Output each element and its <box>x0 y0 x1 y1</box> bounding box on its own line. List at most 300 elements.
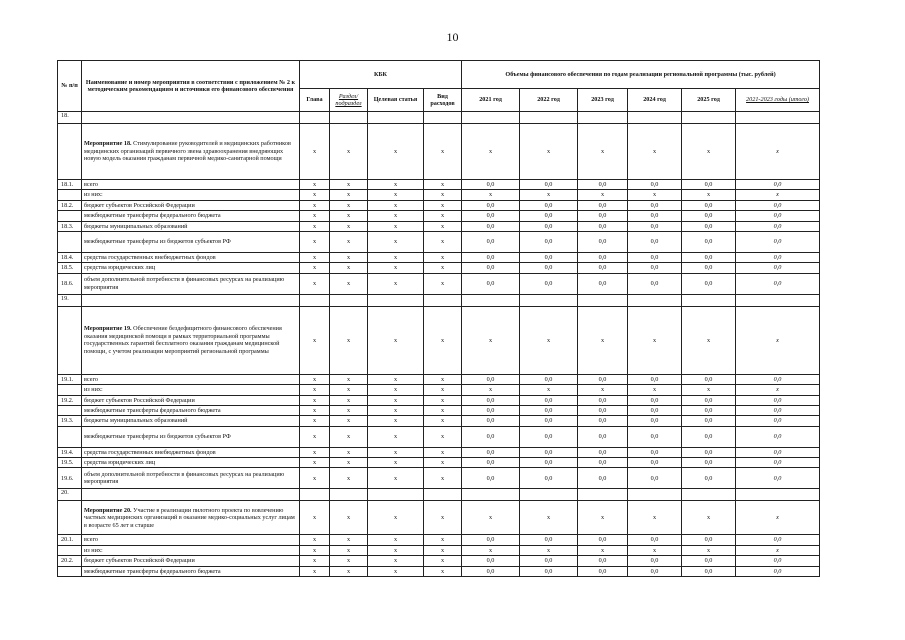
row-cell: 0,0 <box>520 556 578 566</box>
row-cell: х <box>682 124 736 180</box>
row-cell: х <box>424 231 462 252</box>
row-cell: 0,0 <box>628 535 682 545</box>
row-cell: 0,0 <box>520 405 578 415</box>
row-number: 18.4. <box>58 252 82 262</box>
row-number: 19.2. <box>58 395 82 405</box>
row-cell: х <box>368 545 424 555</box>
row-cell: 0,0 <box>578 458 628 468</box>
row-cell: 0,0 <box>628 556 682 566</box>
row-cell: 0,0 <box>682 458 736 468</box>
row-cell: 0,0 <box>520 211 578 221</box>
row-name <box>82 124 300 180</box>
row-name <box>82 294 300 306</box>
row-cell: 0,0 <box>736 221 820 231</box>
row-name <box>82 501 300 535</box>
row-cell: х <box>520 124 578 180</box>
row-cell: х <box>424 426 462 447</box>
row-cell: 0,0 <box>628 426 682 447</box>
row-cell: 0,0 <box>462 566 520 576</box>
row-cell <box>578 112 628 124</box>
row-cell: 0,0 <box>628 395 682 405</box>
row-cell: 0,0 <box>578 180 628 190</box>
row-cell: 0,0 <box>578 447 628 457</box>
row-cell: х <box>520 385 578 395</box>
row-cell <box>462 112 520 124</box>
row-cell: х <box>300 545 330 555</box>
row-cell: 0,0 <box>578 211 628 221</box>
row-cell <box>462 489 520 501</box>
header-glava: Глава <box>300 89 330 112</box>
row-cell <box>368 294 424 306</box>
row-name <box>82 405 300 415</box>
row-cell: 0,0 <box>736 405 820 415</box>
header-2025: 2025 год <box>682 89 736 112</box>
row-cell <box>424 489 462 501</box>
row-cell: х <box>330 416 368 426</box>
row-cell: 0,0 <box>520 566 578 576</box>
row-cell: 0,0 <box>462 273 520 294</box>
row-cell: 0,0 <box>520 426 578 447</box>
row-name-text: межбюджетные трансферты федерального бюджета <box>84 567 221 575</box>
row-cell: 0,0 <box>578 405 628 415</box>
row-cell: х <box>736 501 820 535</box>
row-cell: х <box>368 416 424 426</box>
row-cell: х <box>330 273 368 294</box>
row-cell: 0,0 <box>736 447 820 457</box>
row-cell: 0,0 <box>628 468 682 489</box>
table-row <box>58 374 820 384</box>
table-row <box>58 545 820 555</box>
table-row <box>58 395 820 405</box>
row-name <box>82 374 300 384</box>
table-row <box>58 112 820 124</box>
row-cell <box>628 294 682 306</box>
row-cell <box>628 489 682 501</box>
row-number <box>58 190 82 200</box>
table-header <box>58 61 820 112</box>
row-cell: х <box>424 468 462 489</box>
row-cell: 0,0 <box>520 535 578 545</box>
row-name-text: межбюджетные трансферты из бюджетов субъектов РФ <box>84 238 231 246</box>
row-cell: х <box>300 535 330 545</box>
row-cell: 0,0 <box>520 263 578 273</box>
header-2024: 2024 год <box>628 89 682 112</box>
row-name <box>82 458 300 468</box>
row-cell: х <box>368 200 424 210</box>
row-cell: 0,0 <box>682 566 736 576</box>
row-cell: 0,0 <box>578 556 628 566</box>
table-row <box>58 294 820 306</box>
row-cell <box>424 112 462 124</box>
row-cell: 0,0 <box>628 211 682 221</box>
row-cell: х <box>736 306 820 374</box>
row-cell: х <box>300 501 330 535</box>
row-cell: х <box>682 501 736 535</box>
row-name-text: объем дополнительной потребности в финансовых ресурсах на реализацию мероприятия <box>84 471 285 486</box>
row-cell <box>736 489 820 501</box>
row-cell: 0,0 <box>520 231 578 252</box>
row-cell: х <box>424 211 462 221</box>
row-cell: 0,0 <box>682 200 736 210</box>
row-cell: х <box>424 447 462 457</box>
row-cell: 0,0 <box>578 566 628 576</box>
row-number <box>58 405 82 415</box>
row-cell: 0,0 <box>462 211 520 221</box>
row-cell: х <box>368 395 424 405</box>
row-cell: х <box>628 385 682 395</box>
row-cell: 0,0 <box>462 416 520 426</box>
row-cell: х <box>682 306 736 374</box>
row-cell <box>520 489 578 501</box>
row-name <box>82 273 300 294</box>
row-cell <box>578 489 628 501</box>
row-cell: х <box>368 385 424 395</box>
row-cell: х <box>300 190 330 200</box>
row-cell: х <box>300 395 330 405</box>
row-cell: 0,0 <box>520 468 578 489</box>
row-cell: 0,0 <box>628 273 682 294</box>
row-cell: 0,0 <box>628 231 682 252</box>
row-cell: 0,0 <box>736 468 820 489</box>
row-cell: х <box>682 190 736 200</box>
table-row <box>58 306 820 374</box>
row-cell: х <box>368 190 424 200</box>
table-row <box>58 263 820 273</box>
row-cell: х <box>424 501 462 535</box>
row-cell: х <box>368 374 424 384</box>
row-cell: х <box>424 124 462 180</box>
row-name-text: Участие в реализации пилотного проекта по вовлечению частных медицинских организаций в оказание медико-социальных услуг лицам в возрасте 65 лет и старше <box>84 506 295 529</box>
row-cell: х <box>368 211 424 221</box>
row-cell: х <box>330 405 368 415</box>
row-number: 18.5. <box>58 263 82 273</box>
row-cell: 0,0 <box>462 200 520 210</box>
row-name-text: бюджеты муниципальных образований <box>84 222 188 230</box>
row-number: 18. <box>58 112 82 124</box>
row-cell: х <box>330 426 368 447</box>
row-number: 18.3. <box>58 221 82 231</box>
row-cell: 0,0 <box>578 416 628 426</box>
row-number <box>58 545 82 555</box>
row-cell: 0,0 <box>578 273 628 294</box>
row-cell: х <box>462 545 520 555</box>
row-name-text: всего <box>84 375 98 383</box>
header-celevaya: Целевая статья <box>368 89 424 112</box>
row-name <box>82 426 300 447</box>
row-cell: х <box>330 501 368 535</box>
row-cell: 0,0 <box>578 468 628 489</box>
row-cell: 0,0 <box>736 200 820 210</box>
table-row <box>58 405 820 415</box>
row-cell: х <box>628 190 682 200</box>
row-cell: 0,0 <box>736 556 820 566</box>
row-cell: 0,0 <box>736 535 820 545</box>
header-2022: 2022 год <box>520 89 578 112</box>
row-cell: х <box>368 426 424 447</box>
row-cell <box>300 112 330 124</box>
row-name <box>82 231 300 252</box>
row-cell: 0,0 <box>682 211 736 221</box>
table-row <box>58 231 820 252</box>
row-cell: 0,0 <box>520 374 578 384</box>
row-cell: х <box>300 221 330 231</box>
header-razdel: Раздел/ подраздел <box>330 89 368 112</box>
row-cell: х <box>424 200 462 210</box>
row-cell: х <box>330 458 368 468</box>
row-cell: 0,0 <box>462 231 520 252</box>
table-row <box>58 180 820 190</box>
row-cell: х <box>300 124 330 180</box>
table-row <box>58 468 820 489</box>
row-cell: х <box>424 306 462 374</box>
row-cell: х <box>736 385 820 395</box>
row-cell: х <box>300 180 330 190</box>
row-cell: 0,0 <box>462 458 520 468</box>
row-cell: 0,0 <box>682 447 736 457</box>
row-cell: х <box>300 447 330 457</box>
row-cell: 0,0 <box>578 395 628 405</box>
row-name <box>82 180 300 190</box>
row-cell: 0,0 <box>462 468 520 489</box>
row-cell: х <box>300 405 330 415</box>
row-name <box>82 221 300 231</box>
row-cell: 0,0 <box>462 252 520 262</box>
row-cell: х <box>300 231 330 252</box>
funding-table-container <box>57 60 819 577</box>
row-cell: х <box>330 263 368 273</box>
row-cell: х <box>330 385 368 395</box>
row-cell: 0,0 <box>520 416 578 426</box>
row-number: 19. <box>58 294 82 306</box>
row-cell: х <box>330 211 368 221</box>
row-cell: х <box>578 306 628 374</box>
row-cell: х <box>368 535 424 545</box>
row-cell: х <box>300 426 330 447</box>
row-cell: 0,0 <box>682 273 736 294</box>
table-row <box>58 535 820 545</box>
row-name-text: средства государственных внебюджетных фондов <box>84 253 216 261</box>
header-2023: 2023 год <box>578 89 628 112</box>
row-name <box>82 200 300 210</box>
row-number: 20.1. <box>58 535 82 545</box>
row-cell: х <box>520 190 578 200</box>
row-cell: х <box>368 124 424 180</box>
row-cell: х <box>300 263 330 273</box>
header-vid: Вид расходов <box>424 89 462 112</box>
row-name <box>82 489 300 501</box>
row-cell: х <box>330 545 368 555</box>
row-cell: х <box>578 124 628 180</box>
row-cell: 0,0 <box>736 252 820 262</box>
measure-title: Мероприятие 20. <box>84 506 132 514</box>
row-cell <box>330 112 368 124</box>
funding-table <box>57 60 820 577</box>
row-cell: 0,0 <box>462 395 520 405</box>
row-cell: 0,0 <box>462 535 520 545</box>
table-row <box>58 124 820 180</box>
row-cell: 0,0 <box>736 211 820 221</box>
row-cell: х <box>330 468 368 489</box>
row-cell: 0,0 <box>578 374 628 384</box>
row-cell: х <box>424 545 462 555</box>
row-cell: 0,0 <box>628 180 682 190</box>
row-cell: х <box>368 566 424 576</box>
row-cell: 0,0 <box>628 374 682 384</box>
row-cell: х <box>368 447 424 457</box>
row-cell: х <box>368 405 424 415</box>
row-cell: 0,0 <box>628 252 682 262</box>
row-name <box>82 468 300 489</box>
row-cell: х <box>424 405 462 415</box>
row-name-text: из них: <box>84 191 103 199</box>
row-cell: х <box>520 501 578 535</box>
row-cell: 0,0 <box>682 535 736 545</box>
row-cell: х <box>424 252 462 262</box>
row-name-text: межбюджетные трансферты из бюджетов субъектов РФ <box>84 432 231 440</box>
table-row <box>58 200 820 210</box>
row-cell: х <box>578 385 628 395</box>
table-row <box>58 190 820 200</box>
row-cell: х <box>330 221 368 231</box>
row-cell: х <box>520 306 578 374</box>
row-cell: х <box>424 273 462 294</box>
row-cell: 0,0 <box>736 273 820 294</box>
table-row <box>58 211 820 221</box>
row-cell: х <box>368 501 424 535</box>
row-cell <box>682 112 736 124</box>
row-cell: х <box>300 252 330 262</box>
measure-title: Мероприятие 18. <box>84 140 132 148</box>
row-cell: 0,0 <box>736 395 820 405</box>
row-cell: х <box>330 180 368 190</box>
row-cell: х <box>462 385 520 395</box>
row-cell: 0,0 <box>682 416 736 426</box>
row-name-text: межбюджетные трансферты федерального бюджета <box>84 406 221 414</box>
row-cell: х <box>330 231 368 252</box>
table-row <box>58 556 820 566</box>
row-name-text: Обеспечение бездефицитного финансового обеспечения оказания медицинской помощи в рамках территориальной программы государственных гарантий бесплатного оказания гражданам медицинской помощи, с учетом реализации мероприятий региональной программы <box>84 325 282 355</box>
row-cell: 0,0 <box>462 221 520 231</box>
row-cell: 0,0 <box>462 263 520 273</box>
row-cell: х <box>578 190 628 200</box>
row-cell <box>628 112 682 124</box>
table-row <box>58 501 820 535</box>
row-name <box>82 535 300 545</box>
row-cell: х <box>736 190 820 200</box>
row-name <box>82 447 300 457</box>
row-cell: 0,0 <box>462 374 520 384</box>
header-total: 2021-2023 годы (итого) <box>736 89 820 112</box>
row-cell: х <box>330 556 368 566</box>
row-cell: х <box>300 200 330 210</box>
row-number <box>58 231 82 252</box>
row-cell: 0,0 <box>682 395 736 405</box>
row-cell: х <box>368 273 424 294</box>
row-name-text: бюджет субъектов Российской Федерации <box>84 396 195 404</box>
row-cell: х <box>330 535 368 545</box>
row-cell: х <box>368 231 424 252</box>
table-row <box>58 426 820 447</box>
table-row <box>58 252 820 262</box>
row-cell <box>578 294 628 306</box>
row-cell: 0,0 <box>682 426 736 447</box>
row-number <box>58 124 82 180</box>
row-number: 18.6. <box>58 273 82 294</box>
row-cell: 0,0 <box>736 458 820 468</box>
row-name-text: всего <box>84 180 98 188</box>
row-name-text: из них: <box>84 546 103 554</box>
row-cell: 0,0 <box>462 405 520 415</box>
table-row <box>58 447 820 457</box>
table-body <box>58 112 820 577</box>
row-cell: х <box>368 556 424 566</box>
measure-title: Мероприятие 19. <box>84 325 132 333</box>
page-number: 10 <box>446 30 459 44</box>
row-cell: х <box>368 221 424 231</box>
row-cell: х <box>330 200 368 210</box>
row-number <box>58 385 82 395</box>
row-cell: 0,0 <box>578 200 628 210</box>
row-cell: 0,0 <box>682 263 736 273</box>
row-cell: 0,0 <box>628 405 682 415</box>
row-cell: х <box>424 190 462 200</box>
row-cell: 0,0 <box>520 200 578 210</box>
row-name-text: объем дополнительной потребности в финансовых ресурсах на реализацию мероприятия <box>84 276 285 291</box>
row-cell: 0,0 <box>520 180 578 190</box>
table-row <box>58 458 820 468</box>
row-cell: 0,0 <box>682 405 736 415</box>
row-cell: х <box>424 395 462 405</box>
row-cell: х <box>424 385 462 395</box>
row-cell: х <box>520 545 578 555</box>
row-cell: х <box>578 501 628 535</box>
row-name <box>82 545 300 555</box>
row-cell: 0,0 <box>462 556 520 566</box>
row-name-text: бюджет субъектов Российской Федерации <box>84 201 195 209</box>
row-cell: х <box>736 124 820 180</box>
row-cell: х <box>462 190 520 200</box>
row-number: 19.3. <box>58 416 82 426</box>
row-name-text: бюджет субъектов Российской Федерации <box>84 557 195 565</box>
row-name <box>82 190 300 200</box>
row-name-text: из них: <box>84 386 103 394</box>
header-number: № п/п <box>58 61 82 112</box>
row-cell: х <box>330 252 368 262</box>
row-cell: 0,0 <box>628 416 682 426</box>
row-cell: х <box>424 221 462 231</box>
row-cell: х <box>424 556 462 566</box>
row-cell: х <box>368 263 424 273</box>
row-number <box>58 211 82 221</box>
row-cell: х <box>462 501 520 535</box>
row-cell: х <box>300 556 330 566</box>
table-row <box>58 489 820 501</box>
row-cell: 0,0 <box>736 374 820 384</box>
row-cell: 0,0 <box>578 263 628 273</box>
row-name <box>82 211 300 221</box>
row-cell: х <box>300 458 330 468</box>
row-name <box>82 252 300 262</box>
row-cell: 0,0 <box>628 263 682 273</box>
row-cell: х <box>300 416 330 426</box>
row-name <box>82 385 300 395</box>
table-row <box>58 221 820 231</box>
row-cell <box>462 294 520 306</box>
row-name <box>82 556 300 566</box>
row-cell <box>424 294 462 306</box>
row-number <box>58 501 82 535</box>
row-cell: 0,0 <box>628 221 682 231</box>
